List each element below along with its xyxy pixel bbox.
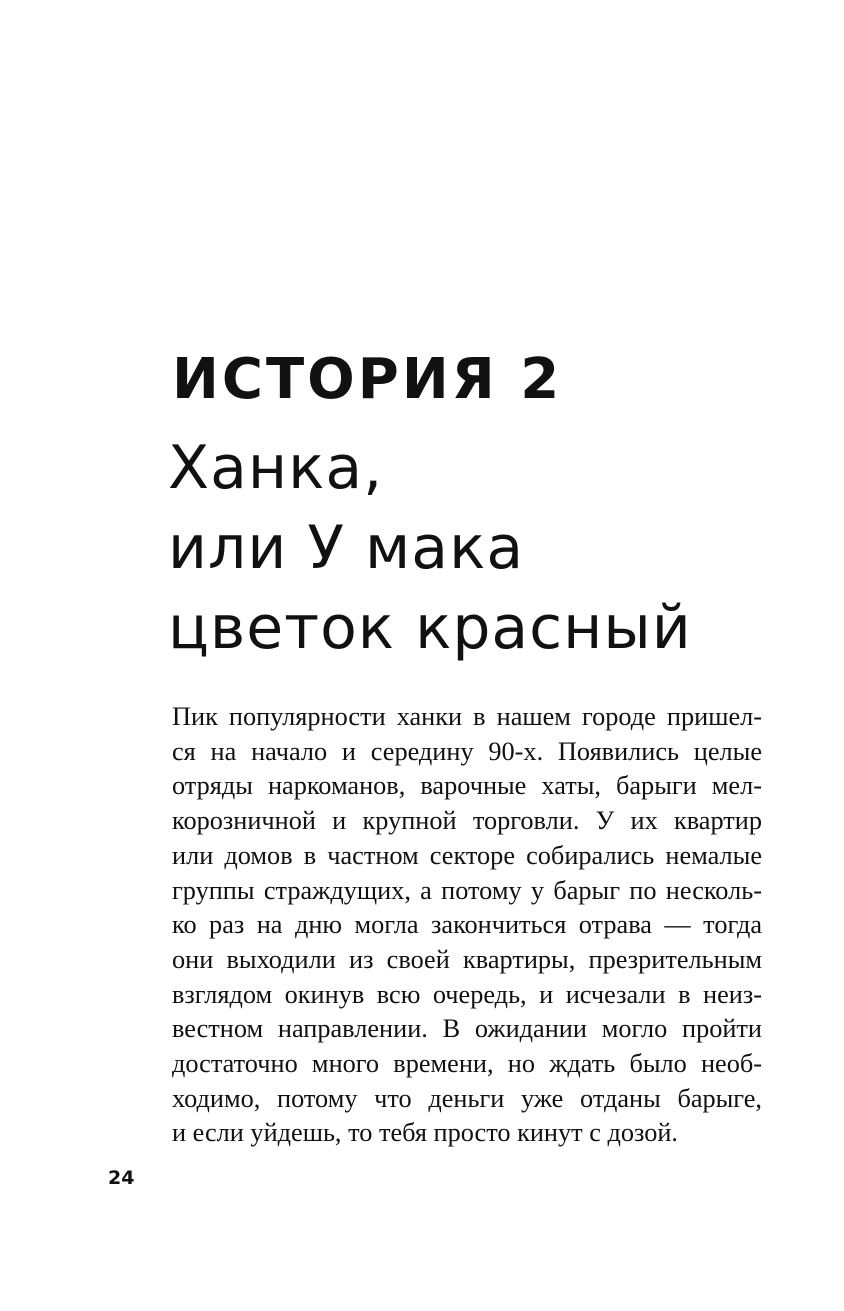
body-line: взглядом окинув всю очередь, и исчезали в неиз-	[172, 979, 762, 1009]
body-line: Пик популярности ханки в нашем городе пришел-	[172, 702, 762, 731]
chapter-title	[168, 428, 692, 668]
body-line: ко раз на дню могла закончиться отрава — тогда	[172, 910, 762, 940]
body-line: группы страждущих, а потому у барыг по несколь-	[172, 875, 762, 905]
chapter-title-line: цветок красный	[168, 593, 692, 663]
body-line: отряды наркоманов, варочные хаты, барыги мел-	[172, 771, 762, 801]
body-line: ся на начало и середину 90-х. Появились целые	[172, 736, 762, 766]
chapter-title-line: или У мака	[168, 513, 525, 583]
body-line: ходимо, потому что деньги уже отданы барыге,	[172, 1083, 762, 1113]
body-line: и если уйдешь, то тебя просто кинут с дозой.	[172, 1118, 679, 1148]
body-line: корозничной и крупной торговли. У их квартир	[172, 806, 762, 836]
body-line: вестном направлении. В ожидании могло пройти	[172, 1014, 762, 1044]
page-number: 24	[108, 1167, 135, 1189]
body-line: они выходили из своей квартиры, презрительным	[172, 944, 762, 974]
body-paragraph	[172, 700, 762, 1151]
body-line: достаточно много времени, но ждать было необ-	[172, 1049, 762, 1079]
chapter-title-line: Ханка,	[168, 433, 384, 503]
chapter-label: ИСТОРИЯ 2	[172, 347, 563, 412]
body-line: или домов в частном секторе собирались немалые	[172, 840, 762, 870]
